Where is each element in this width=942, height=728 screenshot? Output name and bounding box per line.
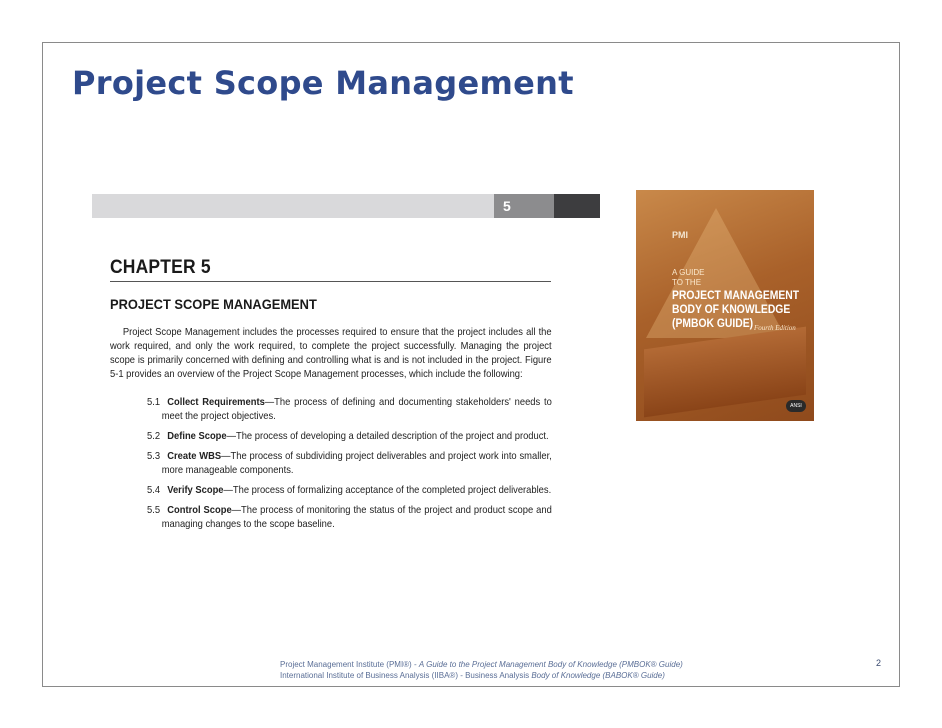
footer-references (280, 659, 683, 681)
process-name: Control Scope (167, 505, 232, 516)
process-description: —The process of formalizing acceptance of the completed project deliverables. (223, 485, 552, 496)
chapter-rule (110, 281, 551, 282)
chapter-heading: CHAPTER 5 (110, 257, 211, 278)
process-name: Create WBS (167, 451, 222, 462)
footer-text: Project Management Institute (PMI®) - (280, 660, 419, 669)
footer-text: International Institute of Business Analysis (IIBA®) - Business Analysis (280, 671, 532, 680)
process-name: Collect Requirements (167, 397, 265, 408)
chapter-tab-dark-block (554, 194, 600, 218)
slide-title: Project Scope Management (72, 64, 574, 102)
process-item (147, 396, 552, 424)
process-number: 5.4 (147, 485, 161, 496)
process-item (147, 450, 552, 478)
process-number: 5.2 (147, 431, 161, 442)
process-item (147, 484, 552, 498)
footer-italic-text: Body of Knowledge (BABOK® Guide) (531, 671, 665, 680)
footer-reference-pmi (280, 659, 683, 670)
cover-slab-graphic (644, 327, 806, 418)
process-description: —The process of subdividing project deliverables and project work into smaller, more manageable components. (161, 451, 552, 476)
cover-edition: Fourth Edition (754, 324, 796, 332)
cover-title-line: BODY OF KNOWLEDGE (672, 304, 791, 316)
ansi-logo: ANSI (786, 400, 806, 412)
process-item (147, 430, 552, 444)
pmbok-book-cover (636, 190, 814, 421)
footer-reference-iiba (280, 670, 683, 681)
cover-guide-line: TO THE (672, 278, 702, 287)
cover-title-line: PROJECT MANAGEMENT (672, 290, 800, 302)
process-description: —The process of developing a detailed description of the project and product. (226, 431, 549, 442)
process-item (147, 504, 552, 532)
page-number: 2 (876, 658, 882, 668)
cover-guide-line: A GUIDE (672, 268, 705, 277)
process-name: Verify Scope (167, 485, 224, 496)
chapter-tab-number: 5 (494, 194, 554, 218)
chapter-tab-bar (92, 194, 600, 218)
process-number: 5.3 (147, 451, 161, 462)
process-number: 5.1 (147, 397, 161, 408)
cover-title-line: (PMBOK GUIDE) (672, 318, 754, 330)
process-number: 5.5 (147, 505, 161, 516)
process-description: —The process of monitoring the status of the project and product scope and managing changes to the scope baseline. (161, 505, 552, 530)
process-list (147, 396, 552, 538)
footer-italic-text: A Guide to the Project Management Body of Knowledge (PMBOK® Guide) (418, 660, 683, 669)
section-heading: PROJECT SCOPE MANAGEMENT (110, 296, 317, 312)
process-name: Define Scope (167, 431, 227, 442)
intro-paragraph: Project Scope Management includes the processes required to ensure that the project includes all the work required, and only the work required, to complete the project successfully. Managing the project scope is primarily concerned with defining and controlling what is and is not included in the project. Figure 5-1 provides an overview of the Project Scope Management processes, which include the following: (110, 327, 552, 380)
process-description: —The process of defining and documenting stakeholders' needs to meet the project objectives. (161, 397, 552, 422)
pmi-logo: PMI (672, 230, 689, 240)
